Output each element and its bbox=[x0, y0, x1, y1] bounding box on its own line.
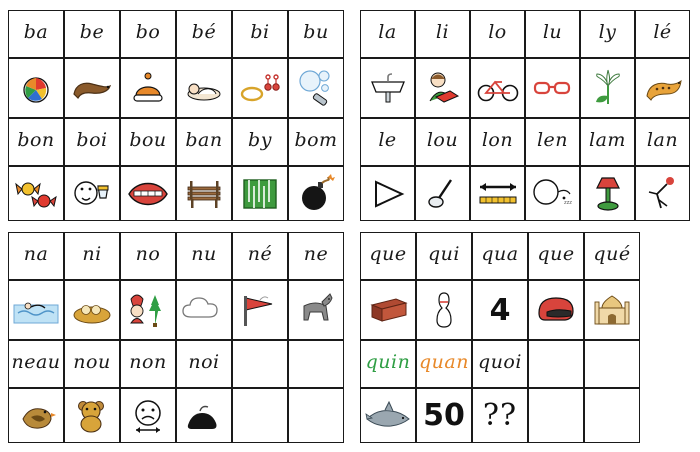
table-cell[interactable] bbox=[8, 166, 64, 221]
table-cell[interactable] bbox=[232, 58, 288, 118]
syllable-text: que bbox=[369, 243, 407, 265]
coal-icon bbox=[177, 389, 231, 442]
table-cell[interactable] bbox=[472, 232, 528, 280]
syllable-text: lam bbox=[589, 129, 626, 151]
leopard-icon bbox=[636, 59, 689, 117]
table-cell[interactable] bbox=[288, 118, 344, 166]
table-cell[interactable] bbox=[232, 280, 288, 340]
bubbles-icon bbox=[289, 59, 343, 117]
table-cell[interactable] bbox=[120, 340, 176, 388]
table-cell[interactable] bbox=[232, 10, 288, 58]
table-cell[interactable] bbox=[176, 280, 232, 340]
table-cell[interactable] bbox=[635, 118, 690, 166]
table-cell[interactable] bbox=[415, 118, 470, 166]
syllable-text: qui bbox=[428, 243, 460, 265]
table-cell[interactable] bbox=[415, 166, 470, 221]
table-cell[interactable] bbox=[64, 58, 120, 118]
table-cell[interactable] bbox=[525, 118, 580, 166]
syllable-text bbox=[361, 341, 415, 387]
lily-flower-icon bbox=[581, 59, 634, 117]
table-cell[interactable] bbox=[416, 340, 472, 388]
syllable-text: lé bbox=[653, 21, 672, 43]
syllable-text: lon bbox=[481, 129, 514, 151]
syllable-text: la bbox=[378, 21, 397, 43]
helmet-icon bbox=[529, 281, 583, 339]
syllable-text: li bbox=[435, 21, 450, 43]
table-cell-empty[interactable] bbox=[528, 388, 584, 443]
table-cell[interactable] bbox=[360, 340, 416, 388]
drinking-icon bbox=[65, 167, 119, 220]
syllable-text bbox=[233, 341, 287, 387]
table-cell[interactable] bbox=[64, 388, 120, 443]
svg-text:zzz: zzz bbox=[563, 199, 572, 206]
table-cell[interactable] bbox=[528, 280, 584, 340]
teddy-bear-icon bbox=[65, 389, 119, 442]
ladle-icon bbox=[416, 167, 469, 220]
table-cell[interactable] bbox=[8, 388, 64, 443]
sink-icon bbox=[361, 59, 414, 117]
beach-ball-icon bbox=[9, 59, 63, 117]
table-cell[interactable] bbox=[360, 166, 415, 221]
table-cell[interactable] bbox=[120, 280, 176, 340]
table-cell[interactable] bbox=[470, 118, 525, 166]
syllable-text: non bbox=[129, 351, 167, 373]
table-cell[interactable] bbox=[416, 388, 472, 443]
syllable-text: bo bbox=[135, 21, 161, 43]
table-cell[interactable] bbox=[120, 58, 176, 118]
bomb-icon bbox=[289, 167, 343, 220]
syllable-text: lou bbox=[426, 129, 459, 151]
triangle-outline-icon bbox=[361, 167, 414, 220]
syllable-text: le bbox=[378, 129, 397, 151]
table-cell[interactable] bbox=[415, 58, 470, 118]
sad-face-icon bbox=[121, 389, 175, 442]
table-cell[interactable] bbox=[120, 166, 176, 221]
syllable-text: by bbox=[248, 129, 272, 151]
table-cell[interactable] bbox=[635, 58, 690, 118]
reading-child-icon bbox=[416, 59, 469, 117]
syllable-text: bé bbox=[191, 21, 217, 43]
table-cell[interactable] bbox=[64, 340, 120, 388]
syllable-text: nou bbox=[73, 351, 111, 373]
table-cell[interactable] bbox=[8, 118, 64, 166]
table-cell[interactable] bbox=[64, 166, 120, 221]
syllable-text: no bbox=[135, 243, 161, 265]
table-cell[interactable] bbox=[176, 232, 232, 280]
sleeping-baby-icon bbox=[177, 59, 231, 117]
table-cell[interactable] bbox=[360, 58, 415, 118]
syllable-text: bu bbox=[303, 21, 329, 43]
table-cell[interactable] bbox=[232, 118, 288, 166]
syllable-text: ban bbox=[185, 129, 223, 151]
mouth-icon bbox=[121, 167, 175, 220]
syllable-text: qué bbox=[593, 243, 631, 265]
syllable-text bbox=[289, 341, 343, 387]
syllable-text: quoi bbox=[478, 351, 522, 373]
table-cell[interactable] bbox=[635, 166, 690, 221]
table-cell[interactable] bbox=[64, 118, 120, 166]
mosque-icon bbox=[585, 281, 639, 339]
table-cell[interactable] bbox=[64, 280, 120, 340]
swimmer-icon bbox=[9, 281, 63, 339]
shark-icon bbox=[361, 389, 415, 442]
syllable-text: que bbox=[537, 243, 575, 265]
table-cell[interactable] bbox=[635, 10, 690, 58]
table-cell[interactable] bbox=[470, 10, 525, 58]
table-cell[interactable] bbox=[288, 10, 344, 58]
table-cell[interactable] bbox=[525, 166, 580, 221]
table-cell[interactable] bbox=[176, 10, 232, 58]
table-cell[interactable] bbox=[232, 166, 288, 221]
table-cell[interactable] bbox=[360, 280, 416, 340]
syllable-text: lo bbox=[488, 21, 507, 43]
brick-icon bbox=[361, 281, 415, 339]
table-cell[interactable] bbox=[415, 10, 470, 58]
syllable-text: ly bbox=[598, 21, 617, 43]
table-cell[interactable] bbox=[8, 58, 64, 118]
syllable-text: lu bbox=[542, 21, 563, 43]
syllable-text: na bbox=[23, 243, 49, 265]
table-cell[interactable] bbox=[360, 232, 416, 280]
question-marks-icon: ?? bbox=[482, 398, 518, 433]
syllable-text: neau bbox=[11, 351, 61, 373]
syllable-text: né bbox=[247, 243, 273, 265]
syllable-text: bou bbox=[129, 129, 167, 151]
table-cell[interactable] bbox=[176, 388, 232, 443]
syllable-text: nu bbox=[191, 243, 217, 265]
table-cell[interactable] bbox=[176, 58, 232, 118]
table-cell[interactable] bbox=[288, 280, 344, 340]
red-ribbon-icon bbox=[233, 281, 287, 339]
table-cell-empty[interactable] bbox=[288, 388, 344, 443]
syllable-text: ba bbox=[23, 21, 49, 43]
lamp-icon bbox=[581, 167, 634, 220]
table-cell[interactable] bbox=[528, 232, 584, 280]
table-cell[interactable] bbox=[525, 10, 580, 58]
table-cell[interactable] bbox=[120, 10, 176, 58]
donkey-icon bbox=[289, 281, 343, 339]
jewelry-icon bbox=[233, 59, 287, 117]
table-cell[interactable] bbox=[360, 388, 416, 443]
otter-icon bbox=[65, 59, 119, 117]
table-cell[interactable] bbox=[360, 10, 415, 58]
syllable-text: ne bbox=[303, 243, 329, 265]
syllable-text: ni bbox=[82, 243, 102, 265]
table-cell[interactable] bbox=[580, 58, 635, 118]
winter-hat-icon bbox=[121, 59, 175, 117]
table-cell[interactable] bbox=[580, 166, 635, 221]
syllable-table-ba bbox=[8, 10, 344, 221]
table-cell[interactable] bbox=[360, 118, 415, 166]
syllable-part: quan bbox=[419, 351, 469, 373]
table-cell[interactable] bbox=[176, 118, 232, 166]
table-cell[interactable] bbox=[470, 166, 525, 221]
table-cell[interactable] bbox=[288, 58, 344, 118]
table-cell[interactable] bbox=[64, 232, 120, 280]
table-cell[interactable] bbox=[232, 232, 288, 280]
candy-icon bbox=[9, 167, 63, 220]
table-cell[interactable] bbox=[470, 58, 525, 118]
table-cell[interactable] bbox=[120, 388, 176, 443]
syllable-text: lan bbox=[646, 129, 679, 151]
table-cell[interactable] bbox=[584, 280, 640, 340]
arrow-long-icon bbox=[471, 167, 524, 220]
bicycle-icon bbox=[471, 59, 524, 117]
glasses-icon bbox=[526, 59, 579, 117]
bird-icon bbox=[9, 389, 63, 442]
syllable-table-la bbox=[360, 10, 690, 221]
number-fifty-icon: 50 bbox=[423, 398, 465, 433]
table-cell[interactable] bbox=[8, 232, 64, 280]
table-cell[interactable] bbox=[584, 232, 640, 280]
table-cell-empty[interactable] bbox=[584, 388, 640, 443]
syllable-text: be bbox=[79, 21, 105, 43]
table-cell[interactable] bbox=[288, 232, 344, 280]
syllable-table-na bbox=[8, 232, 344, 443]
maze-icon bbox=[233, 167, 287, 220]
nest-icon bbox=[65, 281, 119, 339]
table-cell[interactable] bbox=[288, 166, 344, 221]
table-cell-empty[interactable] bbox=[584, 340, 640, 388]
syllable-text: len bbox=[536, 129, 569, 151]
table-cell[interactable] bbox=[472, 280, 528, 340]
slow-snail-person-icon bbox=[526, 167, 579, 220]
table-cell[interactable] bbox=[64, 10, 120, 58]
table-cell[interactable] bbox=[120, 232, 176, 280]
table-cell[interactable] bbox=[8, 340, 64, 388]
syllable-part: quin bbox=[365, 351, 411, 373]
santa-icon bbox=[121, 281, 175, 339]
table-cell-empty[interactable] bbox=[528, 340, 584, 388]
table-cell[interactable] bbox=[416, 280, 472, 340]
throwing-icon bbox=[636, 167, 689, 220]
bowling-pin-icon bbox=[417, 281, 471, 339]
syllable-text: bi bbox=[250, 21, 270, 43]
table-cell[interactable] bbox=[525, 58, 580, 118]
table-cell[interactable] bbox=[416, 232, 472, 280]
table-cell[interactable] bbox=[8, 10, 64, 58]
syllable-text: bom bbox=[294, 129, 338, 151]
number-four-icon: 4 bbox=[489, 292, 511, 328]
cloud-icon bbox=[177, 281, 231, 339]
table-cell[interactable] bbox=[8, 280, 64, 340]
table-cell-empty[interactable] bbox=[232, 388, 288, 443]
table-cell[interactable] bbox=[472, 388, 528, 443]
table-cell[interactable] bbox=[176, 340, 232, 388]
syllable-table-que bbox=[360, 232, 640, 443]
bench-icon bbox=[177, 167, 231, 220]
syllable-text: noi bbox=[188, 351, 220, 373]
table-cell[interactable] bbox=[176, 166, 232, 221]
syllable-text: qua bbox=[481, 243, 519, 265]
table-cell[interactable] bbox=[580, 118, 635, 166]
table-cell-empty[interactable] bbox=[232, 340, 288, 388]
syllable-text: boi bbox=[76, 129, 108, 151]
table-cell[interactable] bbox=[580, 10, 635, 58]
table-cell[interactable] bbox=[120, 118, 176, 166]
syllable-text bbox=[417, 341, 471, 387]
table-cell[interactable] bbox=[472, 340, 528, 388]
table-cell-empty[interactable] bbox=[288, 340, 344, 388]
syllable-text: bon bbox=[17, 129, 55, 151]
